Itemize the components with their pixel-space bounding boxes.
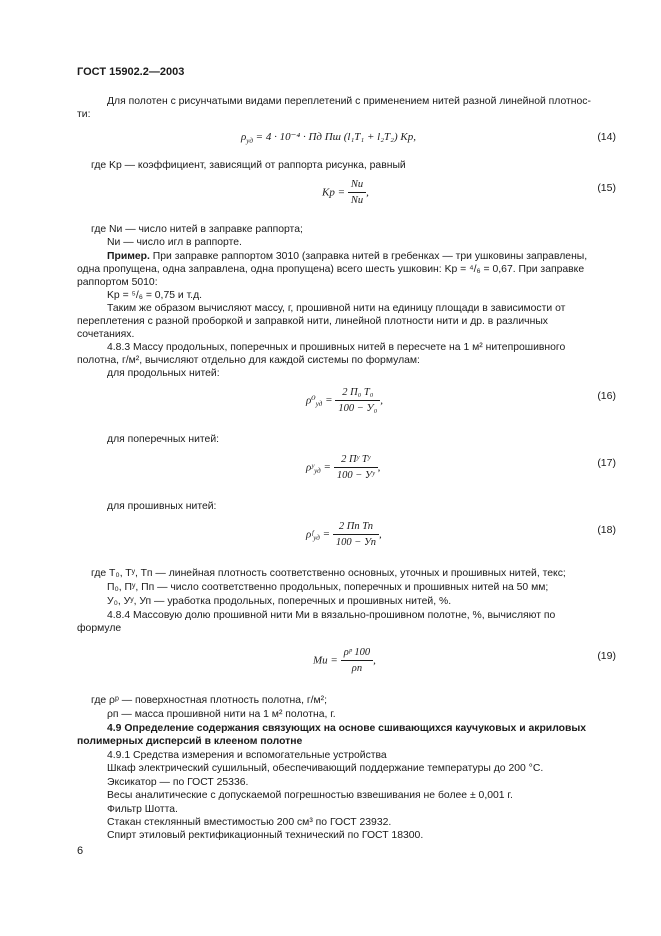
where-ni-2: Nи — число игл в раппорте. (107, 237, 242, 248)
eq19-fraction (341, 646, 373, 675)
eq16-denominator: 100 − У₀ (338, 403, 378, 415)
list-item: Шкаф электрический сушильный, обеспечивающий поддержание температуры до 200 °С. (107, 763, 544, 774)
eq19-lhs: Mи = (313, 654, 338, 667)
equation-17: ρʸ$_{уд}$ = $\frac{\text{2 Пʸ Тʸ}}{\text{100 − Уʸ}}$ , (306, 454, 381, 482)
section-4-9-title-1: 4.9 Определение содержания связующих на основе сшивающихся каучуковых и акриловых (107, 723, 587, 734)
eq18-fraction (333, 520, 379, 549)
equation-number-15: (15) (597, 182, 616, 194)
eq18-numerator: 2 Пп Тп (333, 520, 379, 535)
label-stitching: для прошивных нитей: (107, 501, 217, 512)
eq17-lhs: ρʸ (306, 461, 315, 474)
eq14-lhs: ρ (241, 131, 247, 143)
list-item: Спирт этиловый ректификационный технический по ГОСТ 18300. (107, 830, 424, 841)
eq15-numerator: Nи (348, 178, 366, 193)
paragraph-also-2: переплетения с разной проборкой и заправкой нити, линейной плотности нити и др. в различных (77, 316, 548, 327)
example-text-1: При заправке раппортом 3010 (заправка нитей в гребенках — три ушковины заправлены, (149, 251, 588, 262)
label-longitudinal: для продольных нитей: (107, 368, 220, 379)
paragraph-484-1: 4.8.4 Массовую долю прошивной нити Mи в вязально-прошивном полотне, %, вычисляют по (107, 610, 556, 621)
eq18-lhs: ρᶠ (306, 528, 314, 541)
where-rho-2: ρп — масса прошивной нити на 1 м² полотна, г. (107, 709, 336, 720)
eq18-denominator: 100 − Уп (335, 537, 377, 549)
list-item: Эксикатор — по ГОСТ 25336. (107, 777, 249, 788)
eq16-fraction (335, 386, 380, 415)
section-4-9-title-2: полимерных дисперсий в клееном полотне (77, 736, 303, 747)
example-line-3: раппортом 5010: (77, 277, 158, 288)
eq17-numerator: 2 Пʸ Тʸ (334, 453, 378, 468)
paragraph-484-2: формуле (77, 623, 122, 634)
eq15-tail: , (366, 186, 369, 199)
equation-15 (322, 178, 369, 207)
equation-number-19: (19) (597, 650, 616, 662)
paragraph-483-1: 4.8.3 Массу продольных, поперечных и прошивных нитей в пересчете на 1 м² нитепрошивного (107, 342, 566, 353)
where-u: У₀, Уʸ, Уп — уработка продольных, поперечных и прошивных нитей, %. (107, 596, 452, 607)
example-line-2: одна пропущена, одна заправлена, одна пропущена) всего шесть ушковин: Kр = ⁴/₆ = 0,67. При заправке (77, 264, 585, 275)
eq17-denominator: 100 − Уʸ (336, 470, 375, 482)
list-item: Фильтр Шотта. (107, 804, 178, 815)
equation-number-17: (17) (597, 457, 616, 469)
example-label: Пример. (107, 251, 150, 262)
where-kp: где Kр — коэффициент, зависящий от раппорта рисунка, равный (91, 160, 406, 171)
paragraph-also-1: Таким же образом вычисляют массу, г, прошивной нити на единицу площади в зависимости от (107, 303, 566, 314)
paragraph-intro-cont: ти: (77, 109, 91, 120)
eq17-fraction (334, 453, 378, 482)
equation-18: ρᶠ$_{уд}$ = $\frac{\text{2 Пп Тп}}{100 - Уп}$ , (306, 521, 382, 549)
page-number: 6 (77, 845, 84, 857)
page-header: ГОСТ 15902.2—2003 (77, 66, 185, 78)
eq15-denominator: Nи (350, 195, 364, 207)
paragraph-intro: Для полотен с рисунчатыми видами переплетений с применением нитей разной линейной плотнос- (107, 96, 591, 107)
paragraph-483-2: полотна, г/м², вычисляют отдельно для каждой системы по формулам: (77, 355, 420, 366)
where-rho-1: где ρᵖ — поверхностная плотность полотна, г/м²; (91, 695, 328, 706)
equation-19: Mи = $\frac{\text{ρᵖ 100}}{\rho п}$ , (313, 647, 376, 675)
equation-14: $\rho_{уд} = 4 \cdot 10^{-4}$ · Пд Пш (l₁T₁ + l₂T₂) Kр, (241, 131, 416, 146)
section-4-9-1: 4.9.1 Средства измерения и вспомогательные устройства (107, 750, 387, 761)
paragraph-also-3: сочетаниях. (77, 329, 135, 340)
eq14-rhs: = 4 · 10⁻⁴ · Пд Пш (l₁T₁ + l₂T₂) Kр, (255, 131, 416, 143)
equation-number-14: (14) (597, 131, 616, 143)
eq16-numerator: 2 П₀ Т₀ (335, 386, 380, 401)
eq19-numerator: ρᵖ 100 (341, 646, 373, 661)
equation-number-16: (16) (597, 390, 616, 402)
label-transverse: для поперечных нитей: (107, 434, 220, 445)
eq15-lhs: Kр = (322, 186, 346, 199)
eq19-denominator: ρп (351, 663, 363, 675)
where-ni: где Nи — число нитей в заправке раппорта; (91, 224, 303, 235)
list-item: Весы аналитические с допускаемой погрешностью взвешивания не более ± 0,001 г. (107, 790, 513, 801)
eq16-lhs: ρ⁰ (306, 394, 316, 407)
eq15-fraction (348, 178, 366, 207)
example-line-4: Kр = ⁵/₆ = 0,75 и т.д. (107, 290, 203, 301)
where-p: П₀, Пʸ, Пп — число соответственно продольных, поперечных и прошивных нитей на 50 мм; (107, 582, 549, 593)
example-line-1 (107, 250, 587, 263)
equation-16: $\rho^0_{уд}$ = $\frac{\text{2 П₀ Т₀}}{\text{100 − У₀}}$ , (306, 387, 383, 415)
list-item: Стакан стеклянный вместимостью 200 см³ по ГОСТ 23932. (107, 817, 392, 828)
where-t: где T₀, Tʸ, Tп — линейная плотность соответственно основных, уточных и прошивных нитей, текс; (91, 568, 566, 579)
equation-number-18: (18) (597, 524, 616, 536)
